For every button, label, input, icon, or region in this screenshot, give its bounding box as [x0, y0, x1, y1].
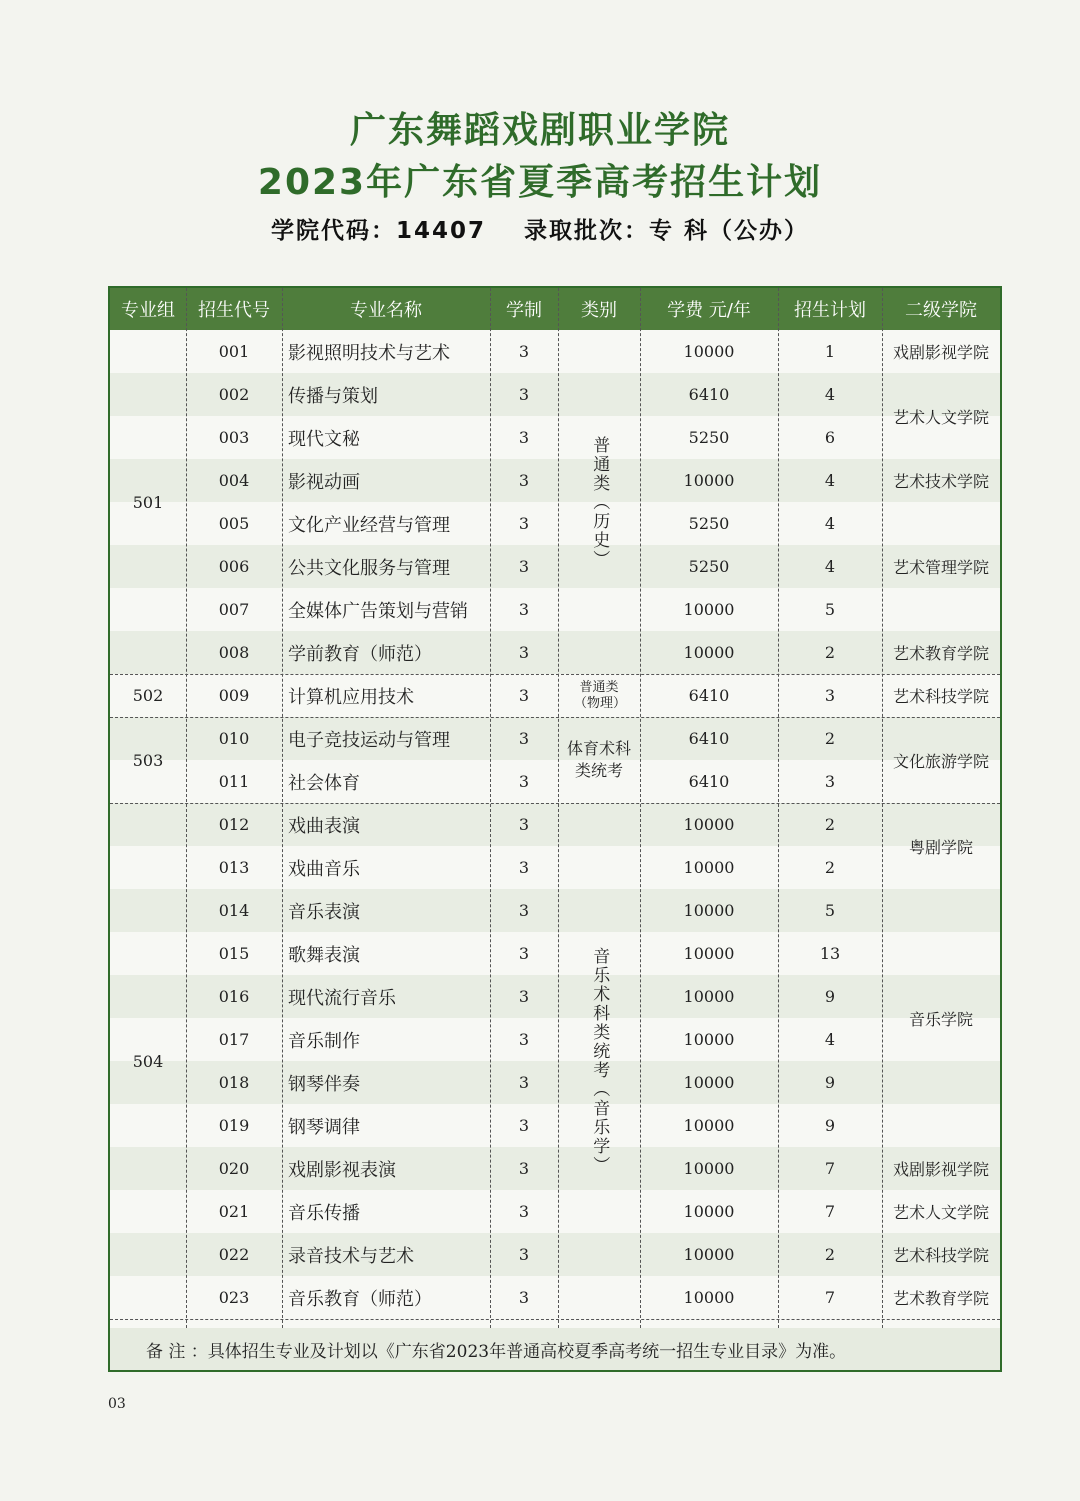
enrollment-code: 009 — [218, 686, 250, 705]
study-years: 3 — [518, 858, 530, 877]
enrollment-code: 016 — [218, 987, 250, 1006]
tuition-fee: 6410 — [688, 686, 730, 705]
tuition-fee: 5250 — [688, 428, 730, 447]
study-years: 3 — [518, 729, 530, 748]
tuition-fee: 10000 — [683, 600, 735, 619]
group-divider — [110, 1319, 1000, 1320]
enrollment-plan: 2 — [824, 1245, 836, 1264]
major-name: 戏曲表演 — [288, 815, 360, 837]
tuition-fee: 6410 — [688, 385, 730, 404]
group-label: 502 — [132, 686, 164, 705]
study-years: 3 — [518, 1288, 530, 1307]
tuition-fee: 10000 — [683, 471, 735, 490]
college-cell: 艺术教育学院 — [892, 644, 989, 663]
enrollment-plan: 4 — [824, 471, 836, 490]
study-years: 3 — [518, 428, 530, 447]
major-name: 钢琴伴奏 — [288, 1073, 360, 1095]
study-years: 3 — [518, 944, 530, 963]
major-name: 公共文化服务与管理 — [288, 557, 450, 579]
tuition-fee: 10000 — [683, 1245, 735, 1264]
college-cell: 艺术科技学院 — [892, 687, 989, 706]
enrollment-plan: 6 — [824, 428, 836, 447]
major-name: 音乐传播 — [288, 1202, 360, 1224]
enrollment-plan: 4 — [824, 1030, 836, 1049]
college-cell: 艺术人文学院 — [892, 1203, 989, 1222]
tuition-fee: 10000 — [683, 1030, 735, 1049]
header-cell: 学费 元/年 — [640, 288, 778, 330]
category-cell — [558, 674, 640, 717]
group-label: 503 — [132, 750, 164, 770]
enrollment-code: 023 — [218, 1288, 250, 1307]
header-cell: 二级学院 — [882, 288, 1000, 330]
major-name: 传播与策划 — [288, 385, 378, 407]
enrollment-plan: 4 — [824, 385, 836, 404]
college-cell: 音乐学院 — [908, 1009, 973, 1029]
major-name: 音乐表演 — [288, 901, 360, 923]
header-cell: 专业名称 — [282, 288, 490, 330]
header-cell: 专业组 — [110, 288, 186, 330]
enrollment-plan: 7 — [824, 1159, 836, 1178]
study-years: 3 — [518, 471, 530, 490]
enrollment-code: 010 — [218, 729, 250, 748]
major-name: 全媒体广告策划与营销 — [288, 600, 468, 622]
header-cell: 学制 — [490, 288, 558, 330]
table-body — [110, 288, 1000, 1370]
college-code: 学院代码：14407 — [270, 218, 486, 244]
enrollment-code: 002 — [218, 385, 250, 404]
major-name: 电子竞技运动与管理 — [288, 729, 450, 751]
major-name: 影视照明技术与艺术 — [288, 342, 450, 364]
header-cell: 招生计划 — [778, 288, 882, 330]
college-cell: 艺术人文学院 — [892, 407, 989, 427]
group-label: 501 — [132, 492, 164, 512]
study-years: 3 — [518, 1202, 530, 1221]
enrollment-code: 011 — [218, 772, 250, 791]
major-name: 影视动画 — [288, 471, 360, 493]
major-name: 戏剧影视表演 — [288, 1159, 396, 1181]
study-years: 3 — [518, 1116, 530, 1135]
category-label: 体育术科类统考 — [566, 739, 631, 780]
enrollment-plan: 9 — [824, 1073, 836, 1092]
enrollment-code: 007 — [218, 600, 250, 619]
enrollment-code: 013 — [218, 858, 250, 877]
enrollment-plan: 4 — [824, 557, 836, 576]
tuition-fee: 10000 — [683, 643, 735, 662]
study-years: 3 — [518, 342, 530, 361]
category-label: 普通类（物理） — [574, 679, 627, 711]
enrollment-plan: 2 — [824, 729, 836, 748]
major-name: 文化产业经营与管理 — [288, 514, 450, 536]
enrollment-plan: 1 — [824, 342, 836, 361]
enrollment-code: 015 — [218, 944, 250, 963]
enrollment-plan: 5 — [824, 901, 836, 920]
table-note: 备 注 ：具体招生专业及计划以《广东省2023年普通高校夏季高考统一招生专业目录》为准。 — [110, 1328, 1000, 1370]
major-name: 歌舞表演 — [288, 944, 360, 966]
major-name: 钢琴调律 — [288, 1116, 360, 1138]
major-name: 现代流行音乐 — [288, 987, 396, 1009]
study-years: 3 — [518, 1245, 530, 1264]
major-name: 录音技术与艺术 — [288, 1245, 414, 1267]
major-name: 现代文秘 — [288, 428, 360, 450]
enrollment-plan: 5 — [824, 600, 836, 619]
tuition-fee: 6410 — [688, 772, 730, 791]
enrollment-code: 018 — [218, 1073, 250, 1092]
enrollment-code: 003 — [218, 428, 250, 447]
enrollment-code: 022 — [218, 1245, 250, 1264]
enrollment-plan: 2 — [824, 815, 836, 834]
enrollment-code: 014 — [218, 901, 250, 920]
enrollment-code: 019 — [218, 1116, 250, 1135]
category-cell — [558, 330, 640, 674]
major-name: 戏曲音乐 — [288, 858, 360, 880]
header-cell: 招生代号 — [186, 288, 282, 330]
major-name: 计算机应用技术 — [288, 686, 414, 708]
study-years: 3 — [518, 385, 530, 404]
college-cell: 艺术教育学院 — [892, 1289, 989, 1308]
enrollment-code: 017 — [218, 1030, 250, 1049]
college-cell: 戏剧影视学院 — [892, 343, 989, 362]
category-label: 普通类（历史） — [589, 435, 610, 569]
study-years: 3 — [518, 600, 530, 619]
major-name: 音乐制作 — [288, 1030, 360, 1052]
tuition-fee: 10000 — [683, 858, 735, 877]
category-label: 音乐术科类统考（音乐学） — [589, 947, 610, 1175]
enrollment-plan: 9 — [824, 987, 836, 1006]
enrollment-plan: 9 — [824, 1116, 836, 1135]
study-years: 3 — [518, 1159, 530, 1178]
study-years: 3 — [518, 815, 530, 834]
admission-batch: 录取批次：专 科（公办） — [524, 218, 810, 244]
study-years: 3 — [518, 987, 530, 1006]
study-years: 3 — [518, 901, 530, 920]
category-cell — [558, 717, 640, 803]
category-cell — [558, 803, 640, 1319]
major-name: 音乐教育（师范） — [288, 1288, 432, 1310]
enrollment-plan: 3 — [824, 772, 836, 791]
tuition-fee: 10000 — [683, 1159, 735, 1178]
header-cell: 类别 — [558, 288, 640, 330]
institution-info — [0, 212, 1080, 245]
enrollment-code: 021 — [218, 1202, 250, 1221]
enrollment-table — [108, 286, 1002, 1372]
enrollment-plan: 2 — [824, 643, 836, 662]
tuition-fee: 6410 — [688, 729, 730, 748]
college-cell: 艺术管理学院 — [892, 558, 989, 577]
enrollment-code: 001 — [218, 342, 250, 361]
tuition-fee: 10000 — [683, 1288, 735, 1307]
enrollment-plan: 13 — [819, 944, 841, 963]
college-cell: 戏剧影视学院 — [892, 1160, 989, 1179]
tuition-fee: 10000 — [683, 901, 735, 920]
study-years: 3 — [518, 557, 530, 576]
enrollment-plan: 2 — [824, 858, 836, 877]
tuition-fee: 10000 — [683, 1202, 735, 1221]
study-years: 3 — [518, 643, 530, 662]
tuition-fee: 5250 — [688, 557, 730, 576]
tuition-fee: 10000 — [683, 815, 735, 834]
enrollment-code: 006 — [218, 557, 250, 576]
tuition-fee: 10000 — [683, 1073, 735, 1092]
college-cell: 艺术科技学院 — [892, 1246, 989, 1265]
enrollment-plan: 4 — [824, 514, 836, 533]
enrollment-code: 008 — [218, 643, 250, 662]
page-number: 03 — [108, 1396, 126, 1412]
study-years: 3 — [518, 686, 530, 705]
enrollment-plan: 3 — [824, 686, 836, 705]
page-title: 广东舞蹈戏剧职业学院 — [349, 110, 730, 151]
college-cell: 文化旅游学院 — [892, 751, 989, 771]
enrollment-code: 012 — [218, 815, 250, 834]
enrollment-code: 004 — [218, 471, 250, 490]
tuition-fee: 10000 — [683, 944, 735, 963]
college-cell: 艺术技术学院 — [892, 472, 989, 491]
enrollment-plan: 7 — [824, 1288, 836, 1307]
study-years: 3 — [518, 1073, 530, 1092]
tuition-fee: 10000 — [683, 987, 735, 1006]
tuition-fee: 10000 — [683, 342, 735, 361]
study-years: 3 — [518, 772, 530, 791]
page-subtitle: 2023年广东省夏季高考招生计划 — [257, 162, 823, 203]
major-name: 社会体育 — [288, 772, 360, 794]
study-years: 3 — [518, 1030, 530, 1049]
major-name: 学前教育（师范） — [288, 643, 432, 665]
tuition-fee: 5250 — [688, 514, 730, 533]
group-label: 504 — [132, 1051, 164, 1071]
enrollment-plan: 7 — [824, 1202, 836, 1221]
college-cell: 粤剧学院 — [908, 837, 973, 857]
tuition-fee: 10000 — [683, 1116, 735, 1135]
enrollment-code: 020 — [218, 1159, 250, 1178]
study-years: 3 — [518, 514, 530, 533]
enrollment-code: 005 — [218, 514, 250, 533]
